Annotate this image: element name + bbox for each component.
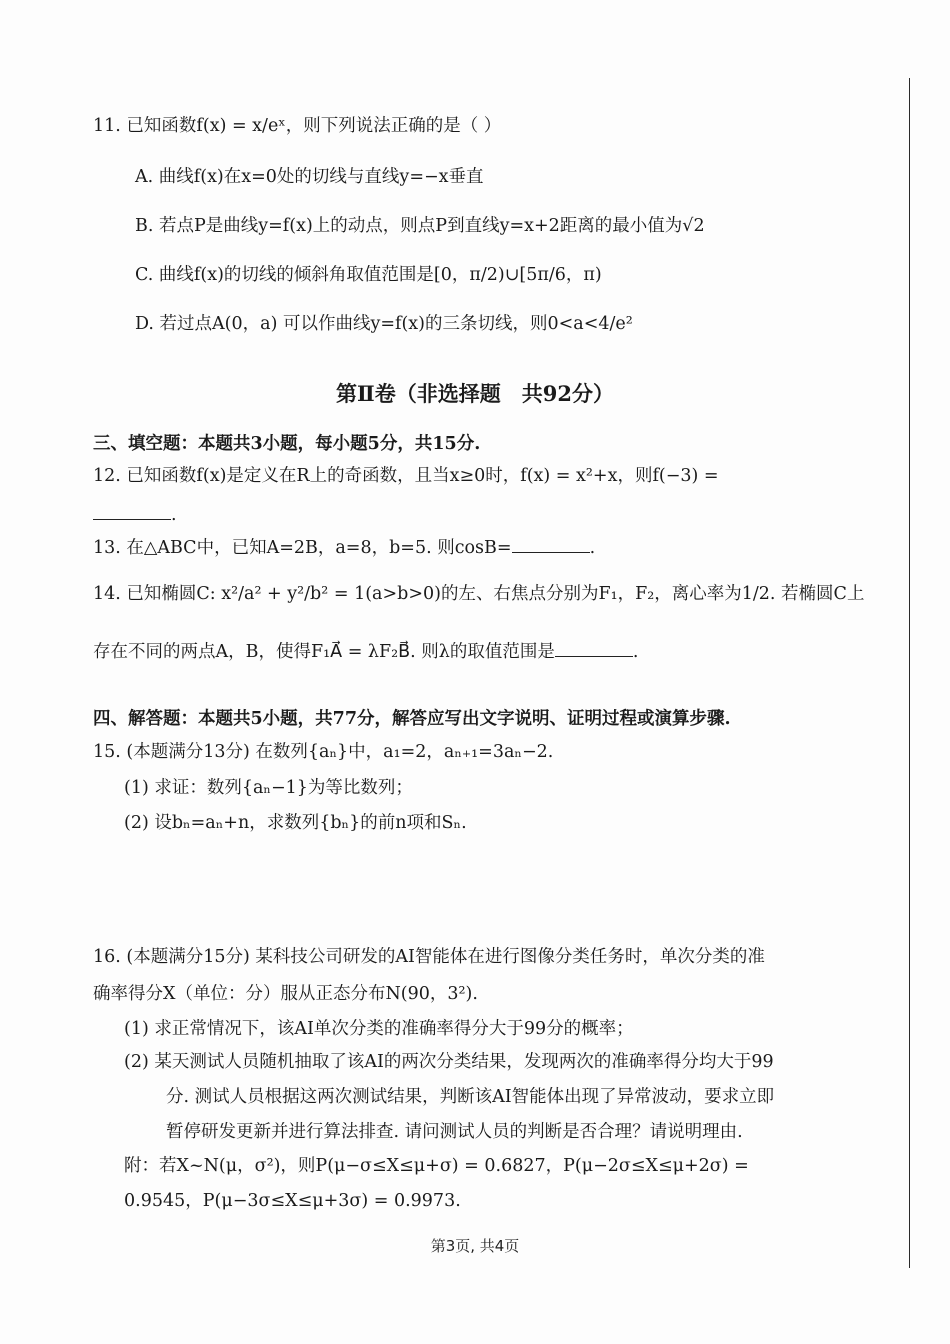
q16-part2-line2: 分. 测试人员根据这两次测试结果，判断该AI智能体出现了异常波动，要求立即 xyxy=(166,1087,775,1107)
q16-part2-line3: 暂停研发更新并进行算法排查. 请问测试人员的判断是否合理？请说明理由. xyxy=(166,1122,743,1142)
q13-text: 13. 在△ABC中，已知A=2B，a=8，b=5. 则cosB= xyxy=(93,538,512,558)
q12-end: . xyxy=(171,505,177,525)
page-edge-line xyxy=(909,78,910,1268)
q12-line2 xyxy=(93,503,177,527)
q15-stem: 15. (本题满分13分) 在数列{aₙ}中，a₁=2，aₙ₊₁=3aₙ−2. xyxy=(93,742,554,762)
q14-line2-text: 存在不同的两点A，B，使得F₁A⃗ = λF₂B⃗. 则λ的取值范围是 xyxy=(93,642,555,662)
answer-blank xyxy=(93,503,171,520)
part2-title: 第Ⅱ卷（非选择题 共92分） xyxy=(336,381,614,406)
q12-line1: 12. 已知函数f(x)是定义在R上的奇函数，且当x≥0时，f(x) = x²+x，则f(−3) = xyxy=(93,466,719,486)
q14-end: . xyxy=(632,642,639,662)
q16-note-line1: 附：若X~N(μ，σ²)，则P(μ−σ≤X≤μ+σ) = 0.6827，P(μ−2σ≤X≤μ+2σ) = xyxy=(124,1156,749,1176)
q11-option-b: B. 若点P是曲线y=f(x)上的动点，则点P到直线y=x+2距离的最小值为√2 xyxy=(135,216,705,236)
q14-line1: 14. 已知椭圆C: x²/a² + y²/b² = 1(a>b>0)的左、右焦点分别为F₁，F₂，离心率为1/2. 若椭圆C上 xyxy=(93,584,865,604)
q16-line1: 16. (本题满分15分) 某科技公司研发的AI智能体在进行图像分类任务时，单次分类的准 xyxy=(93,947,765,967)
q15-part2: (2) 设bₙ=aₙ+n，求数列{bₙ}的前n项和Sₙ. xyxy=(124,813,467,833)
q11-option-c: C. 曲线f(x)的切线的倾斜角取值范围是[0，π/2)∪[5π/6，π) xyxy=(135,265,602,285)
q16-part1: (1) 求正常情况下，该AI单次分类的准确率得分大于99分的概率； xyxy=(124,1019,634,1039)
answer-blank xyxy=(555,640,633,657)
q15-part1: (1) 求证：数列{aₙ−1}为等比数列； xyxy=(124,778,413,798)
q13 xyxy=(93,536,595,560)
section4-heading: 四、解答题：本题共5小题，共77分，解答应写出文字说明、证明过程或演算步骤. xyxy=(93,709,731,729)
q11-stem: 11. 已知函数f(x) = x/eˣ，则下列说法正确的是（ ） xyxy=(93,116,502,136)
answer-blank xyxy=(512,536,590,553)
q16-part2-line1: (2) 某天测试人员随机抽取了该AI的两次分类结果，发现两次的准确率得分均大于99 xyxy=(124,1052,774,1072)
page-footer: 第3页, 共4页 xyxy=(430,1237,520,1255)
q11-option-d: D. 若过点A(0，a) 可以作曲线y=f(x)的三条切线，则0<a<4/e² xyxy=(135,314,633,334)
q11-option-a: A. 曲线f(x)在x=0处的切线与直线y=−x垂直 xyxy=(135,167,484,187)
q16-note-line2: 0.9545，P(μ−3σ≤X≤μ+3σ) = 0.9973. xyxy=(124,1191,461,1211)
q14-line2 xyxy=(93,640,638,664)
q13-end: . xyxy=(589,538,596,558)
q16-line2: 确率得分X（单位：分）服从正态分布N(90，3²). xyxy=(93,984,478,1004)
section3-heading: 三、填空题：本题共3小题，每小题5分，共15分. xyxy=(93,434,481,454)
